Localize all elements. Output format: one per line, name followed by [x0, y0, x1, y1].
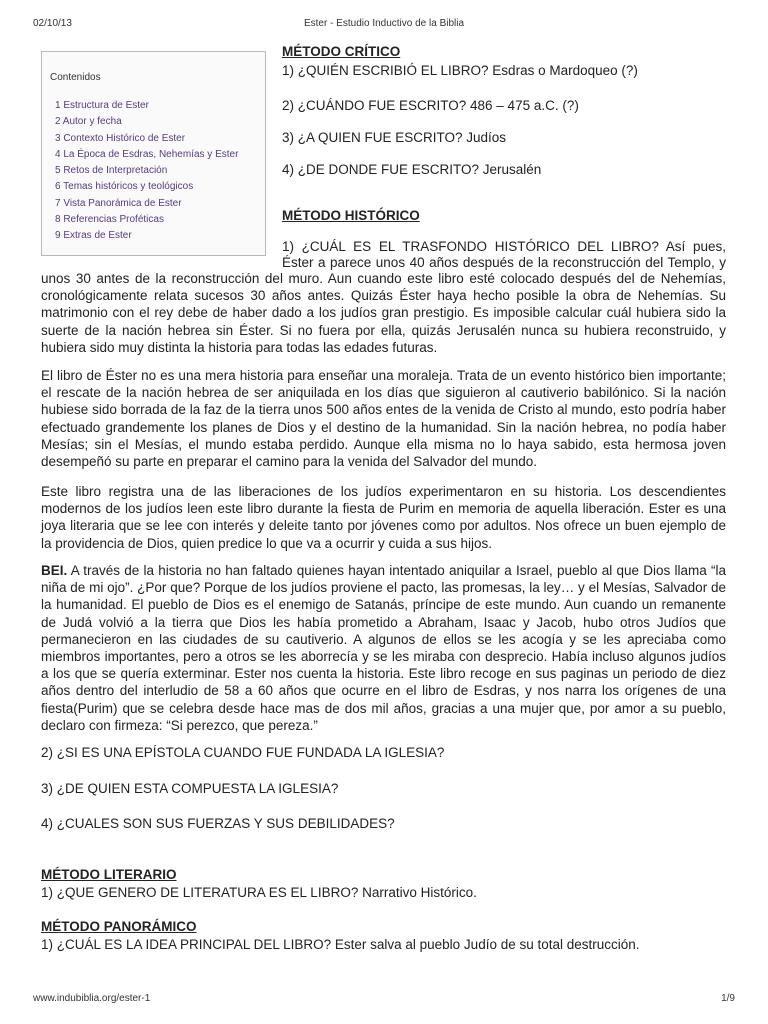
historico-q4: 4) ¿CUALES SON SUS FUERZAS Y SUS DEBILIDADES?: [41, 816, 395, 831]
critico-heading: MÉTODO CRÍTICO: [282, 44, 401, 59]
literario-heading: MÉTODO LITERARIO: [41, 867, 177, 882]
critico-q2: 2) ¿CUÁNDO FUE ESCRITO? 486 – 475 a.C. (?): [282, 98, 579, 113]
print-title: Ester - Estudio Inductivo de la Biblia: [303, 18, 465, 29]
print-url: www.indubiblia.org/ester-1: [33, 993, 151, 1004]
print-date: 02/10/13: [33, 18, 72, 29]
historico-p2: El libro de Éster no es una mera historia para enseñar una moraleja. Trata de un evento histórico bien importante; el rescate de la nación hebrea de ser aniquilada en los días que siguieron al cautiverio babilónico. Si la nación hubiese sido borrada de la faz de la tierra unos 500 años entes de la venida de Cristo al mundo, esto podría haber efectuado grandemente los planes de Dios y el destino de la humanidad. Sin la nación hebrea, no podía haber Mesías; sin el Mesías, el mundo estaba perdido. Aunque ella misma no lo haya sabido, esta hermosa joven desempeñó su parte en preparar el camino para la venida del Salvador del mundo.: [41, 368, 726, 470]
panoramico-heading: MÉTODO PANORÁMICO: [41, 919, 197, 934]
contents-link[interactable]: 7 Vista Panorámica de Ester: [55, 197, 182, 209]
contents-box: [41, 51, 266, 256]
critico-q3: 3) ¿A QUIEN FUE ESCRITO? Judíos: [282, 130, 507, 145]
literario-q1: 1) ¿QUE GENERO DE LITERATURA ES EL LIBRO? Narrativo Histórico.: [41, 885, 477, 900]
critico-q4: 4) ¿DE DONDE FUE ESCRITO? Jerusalén: [282, 162, 542, 177]
panoramico-q1: 1) ¿CUÁL ES LA IDEA PRINCIPAL DEL LIBRO? Ester salva al pueblo Judío de su total destrucción.: [41, 937, 640, 952]
contents-link[interactable]: 6 Temas históricos y teológicos: [55, 181, 194, 193]
historico-p1-rest: unos 30 antes de la reconstrucción del muro. Aun cuando este libro esté colocado después del de Nehemías, cronológicamente relata sucesos 30 años antes. Quizás Éster haya hecho posible la obra de Nehemías. Su matrimonio con el rey debe de haber dado a los judíos gran prestigio. Es imposible calcular cuál hubiera sido la suerte de la nación hebrea sin Éster. Si no fuera por ella, quizás Jerusalén nunca su hubiera reconstruido, y hubiera sido muy distinta la historia para todas las edades futuras.: [41, 271, 726, 355]
historico-p3: Este libro registra una de las liberaciones de los judíos experimentaron en su historia. Los descendientes modernos de los judíos leen este libro durante la fiesta de Purim en memoria de aquella liberación. Ester es una joya literaria que se lee con interés y deleite tanto por jóvenes como por adultos. Nos ofrece un buen ejemplo de la providencia de Dios, quien predice lo que va a ocurrir y cuida a sus hijos.: [41, 484, 726, 551]
contents-link[interactable]: 8 Referencias Proféticas: [55, 214, 164, 226]
bei-label: BEI.: [41, 563, 68, 578]
historico-heading: MÉTODO HISTÓRICO: [282, 208, 420, 223]
historico-q3: 3) ¿DE QUIEN ESTA COMPUESTA LA IGLESIA?: [41, 781, 339, 796]
contents-link[interactable]: 1 Estructura de Ester: [55, 100, 149, 111]
critico-q1: 1) ¿QUIÉN ESCRIBIÓ EL LIBRO? Esdras o Mardoqueo (?): [282, 63, 638, 78]
contents-title: Contenidos: [50, 72, 101, 83]
historico-p4: [41, 562, 726, 734]
historico-p1-line1: 1) ¿CUÁL ES EL TRASFONDO HISTÓRICO DEL LIBRO? Así pues,: [282, 239, 726, 254]
contents-link[interactable]: 4 La Época de Esdras, Nehemías y Ester: [55, 148, 239, 160]
page-number: 1/9: [721, 993, 735, 1004]
contents-link[interactable]: 3 Contexto Histórico de Ester: [55, 132, 186, 144]
historico-p4-text: A través de la historia no han faltado quienes hayan intentado aniquilar a Israel, pueblo al que Dios llama “la niña de mi ojo”. ¿Por que? Porque de los judíos proviene el pacto, las promesas, la ley… y el Mesías, Salvador de la humanidad. El pueblo de Dios es el enemigo de Satanás, príncipe de este mundo. Aun cuando un remanente de Judá volvió a la tierra que Dios les había prometido a Abraham, Isaac y Jacob, hubo otros Judíos que permanecieron en las ciudades de su cautiverio. A algunos de ellos se les acogía y se les apreciaba como miembros importantes, pero a otros se les aborrecía y se les miraba con desprecio. Había incluso algunos judíos a los que se quería exterminar. Ester nos cuenta la historia. Este libro recoge en sus paginas un periodo de diez años dentro del interludio de 58 a 60 años que ocurre en el libro de Esdras, y nos narra los orígenes de una fiesta(Purim) que se celebra desde hace mas de dos mil años, gracias a una mujer que, por amor a su pueblo, declaro con firmeza: “Si perezco, que pereza.”: [41, 563, 726, 733]
contents-link[interactable]: 9 Extras de Ester: [55, 230, 132, 242]
historico-p1-line2: Éster a parece unos 40 años después de la reconstrucción del Templo, y: [282, 255, 726, 270]
contents-list: [55, 98, 238, 245]
contents-link[interactable]: 5 Retos de Interpretación: [55, 165, 168, 177]
contents-link[interactable]: 2 Autor y fecha: [55, 116, 122, 128]
historico-q2: 2) ¿SI ES UNA EPÍSTOLA CUANDO FUE FUNDADA LA IGLESIA?: [41, 745, 445, 760]
